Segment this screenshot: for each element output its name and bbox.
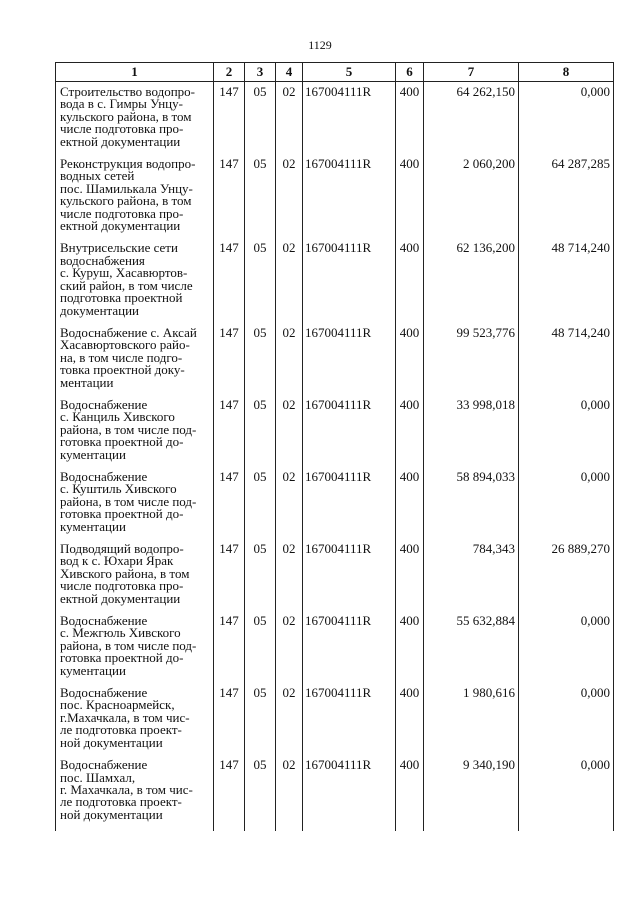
row-code-cell: 167004111R: [303, 158, 396, 242]
header-col-5: 5: [303, 63, 396, 82]
table-body: [56, 82, 614, 832]
row-col-4-cell: 02: [276, 615, 303, 687]
header-col-3: 3: [245, 63, 276, 82]
header-col-1: 1: [56, 63, 214, 82]
row-col-7-cell: 62 136,200: [424, 242, 519, 326]
row-col-7-cell: 99 523,776: [424, 327, 519, 399]
row-col-7-cell: 9 340,190: [424, 759, 519, 831]
row-code-cell: 167004111R: [303, 543, 396, 615]
table-row: [56, 327, 614, 399]
header-col-2: 2: [214, 63, 245, 82]
row-col-7-cell: 58 894,033: [424, 471, 519, 543]
row-col-7-cell: 2 060,200: [424, 158, 519, 242]
row-code-cell: 167004111R: [303, 82, 396, 159]
row-col-4-cell: 02: [276, 543, 303, 615]
row-col-7-cell: 33 998,018: [424, 399, 519, 471]
row-col-6-cell: 400: [396, 471, 424, 543]
row-name-cell: Внутрисельские сети водоснабжения с. Куруш, Хасавюртов- ский район, в том числе подготовка проектной документации: [56, 242, 214, 326]
row-col-2-cell: 147: [214, 327, 245, 399]
header-col-6: 6: [396, 63, 424, 82]
row-col-2-cell: 147: [214, 242, 245, 326]
row-col-3-cell: 05: [245, 399, 276, 471]
table-row: [56, 242, 614, 326]
row-name-cell: Строительство водопро- вода в с. Гимры Унцу- кульского района, в том числе подготовка про- ектной документации: [56, 82, 214, 159]
row-name-cell: Водоснабжение пос. Красноармейск, г.Махачкала, в том чис- ле подготовка проект- ной документации: [56, 687, 214, 759]
row-col-3-cell: 05: [245, 543, 276, 615]
row-col-7-cell: 64 262,150: [424, 82, 519, 159]
row-col-2-cell: 147: [214, 399, 245, 471]
row-col-7-cell: 784,343: [424, 543, 519, 615]
row-code-cell: 167004111R: [303, 471, 396, 543]
row-col-4-cell: 02: [276, 399, 303, 471]
row-col-4-cell: 02: [276, 759, 303, 831]
row-code-cell: 167004111R: [303, 615, 396, 687]
row-col-3-cell: 05: [245, 759, 276, 831]
row-col-4-cell: 02: [276, 471, 303, 543]
table-header: [56, 63, 614, 82]
row-code-cell: 167004111R: [303, 399, 396, 471]
row-col-2-cell: 147: [214, 158, 245, 242]
row-col-8-cell: 0,000: [519, 399, 614, 471]
table-row: [56, 82, 614, 159]
row-code-cell: 167004111R: [303, 687, 396, 759]
row-col-6-cell: 400: [396, 327, 424, 399]
table-row: [56, 399, 614, 471]
row-col-7-cell: 1 980,616: [424, 687, 519, 759]
table-row: [56, 687, 614, 759]
table-row: [56, 759, 614, 831]
row-col-3-cell: 05: [245, 242, 276, 326]
row-col-6-cell: 400: [396, 399, 424, 471]
row-col-6-cell: 400: [396, 543, 424, 615]
row-col-4-cell: 02: [276, 242, 303, 326]
page-number: 1129: [308, 38, 332, 52]
table-row: [56, 158, 614, 242]
row-col-8-cell: 48 714,240: [519, 327, 614, 399]
row-col-4-cell: 02: [276, 327, 303, 399]
row-code-cell: 167004111R: [303, 759, 396, 831]
row-name-cell: Водоснабжение пос. Шамхал, г. Махачкала, в том чис- ле подготовка проект- ной документации: [56, 759, 214, 831]
row-name-cell: Водоснабжение с. Куштиль Хивского района, в том числе под- готовка проектной до- кументации: [56, 471, 214, 543]
row-col-8-cell: 0,000: [519, 687, 614, 759]
row-col-8-cell: 26 889,270: [519, 543, 614, 615]
table-row: [56, 615, 614, 687]
budget-table: [55, 62, 614, 831]
row-col-6-cell: 400: [396, 242, 424, 326]
row-col-6-cell: 400: [396, 158, 424, 242]
row-col-8-cell: 0,000: [519, 471, 614, 543]
row-col-8-cell: 0,000: [519, 759, 614, 831]
row-col-3-cell: 05: [245, 327, 276, 399]
row-name-cell: Водоснабжение с. Аксай Хасавюртовского райо- на, в том числе подго- товка проектной доку- ментации: [56, 327, 214, 399]
row-col-8-cell: 64 287,285: [519, 158, 614, 242]
row-code-cell: 167004111R: [303, 327, 396, 399]
row-col-8-cell: 0,000: [519, 82, 614, 159]
header-col-7: 7: [424, 63, 519, 82]
row-col-4-cell: 02: [276, 82, 303, 159]
row-code-cell: 167004111R: [303, 242, 396, 326]
row-col-2-cell: 147: [214, 471, 245, 543]
row-col-3-cell: 05: [245, 615, 276, 687]
row-name-cell: Водоснабжение с. Канциль Хивского района, в том числе под- готовка проектной до- кументации: [56, 399, 214, 471]
row-col-7-cell: 55 632,884: [424, 615, 519, 687]
row-col-8-cell: 0,000: [519, 615, 614, 687]
row-name-cell: Подводящий водопро- вод к с. Юхари Ярак Хивского района, в том числе подготовка про- ектной документации: [56, 543, 214, 615]
row-col-2-cell: 147: [214, 759, 245, 831]
row-col-2-cell: 147: [214, 82, 245, 159]
row-col-3-cell: 05: [245, 687, 276, 759]
row-col-6-cell: 400: [396, 615, 424, 687]
row-col-6-cell: 400: [396, 687, 424, 759]
row-col-3-cell: 05: [245, 158, 276, 242]
table-row: [56, 543, 614, 615]
row-col-4-cell: 02: [276, 687, 303, 759]
row-col-3-cell: 05: [245, 82, 276, 159]
row-name-cell: Водоснабжение с. Межгюль Хивского района, в том числе под- готовка проектной до- кументации: [56, 615, 214, 687]
row-col-3-cell: 05: [245, 471, 276, 543]
row-col-2-cell: 147: [214, 687, 245, 759]
header-col-4: 4: [276, 63, 303, 82]
row-col-6-cell: 400: [396, 82, 424, 159]
row-col-8-cell: 48 714,240: [519, 242, 614, 326]
row-name-cell: Реконструкция водопро- водных сетей пос. Шамилькала Унцу- кульского района, в том числе подготовка про- ектной документации: [56, 158, 214, 242]
row-col-6-cell: 400: [396, 759, 424, 831]
header-col-8: 8: [519, 63, 614, 82]
row-col-2-cell: 147: [214, 615, 245, 687]
row-col-4-cell: 02: [276, 158, 303, 242]
table-row: [56, 471, 614, 543]
row-col-2-cell: 147: [214, 543, 245, 615]
